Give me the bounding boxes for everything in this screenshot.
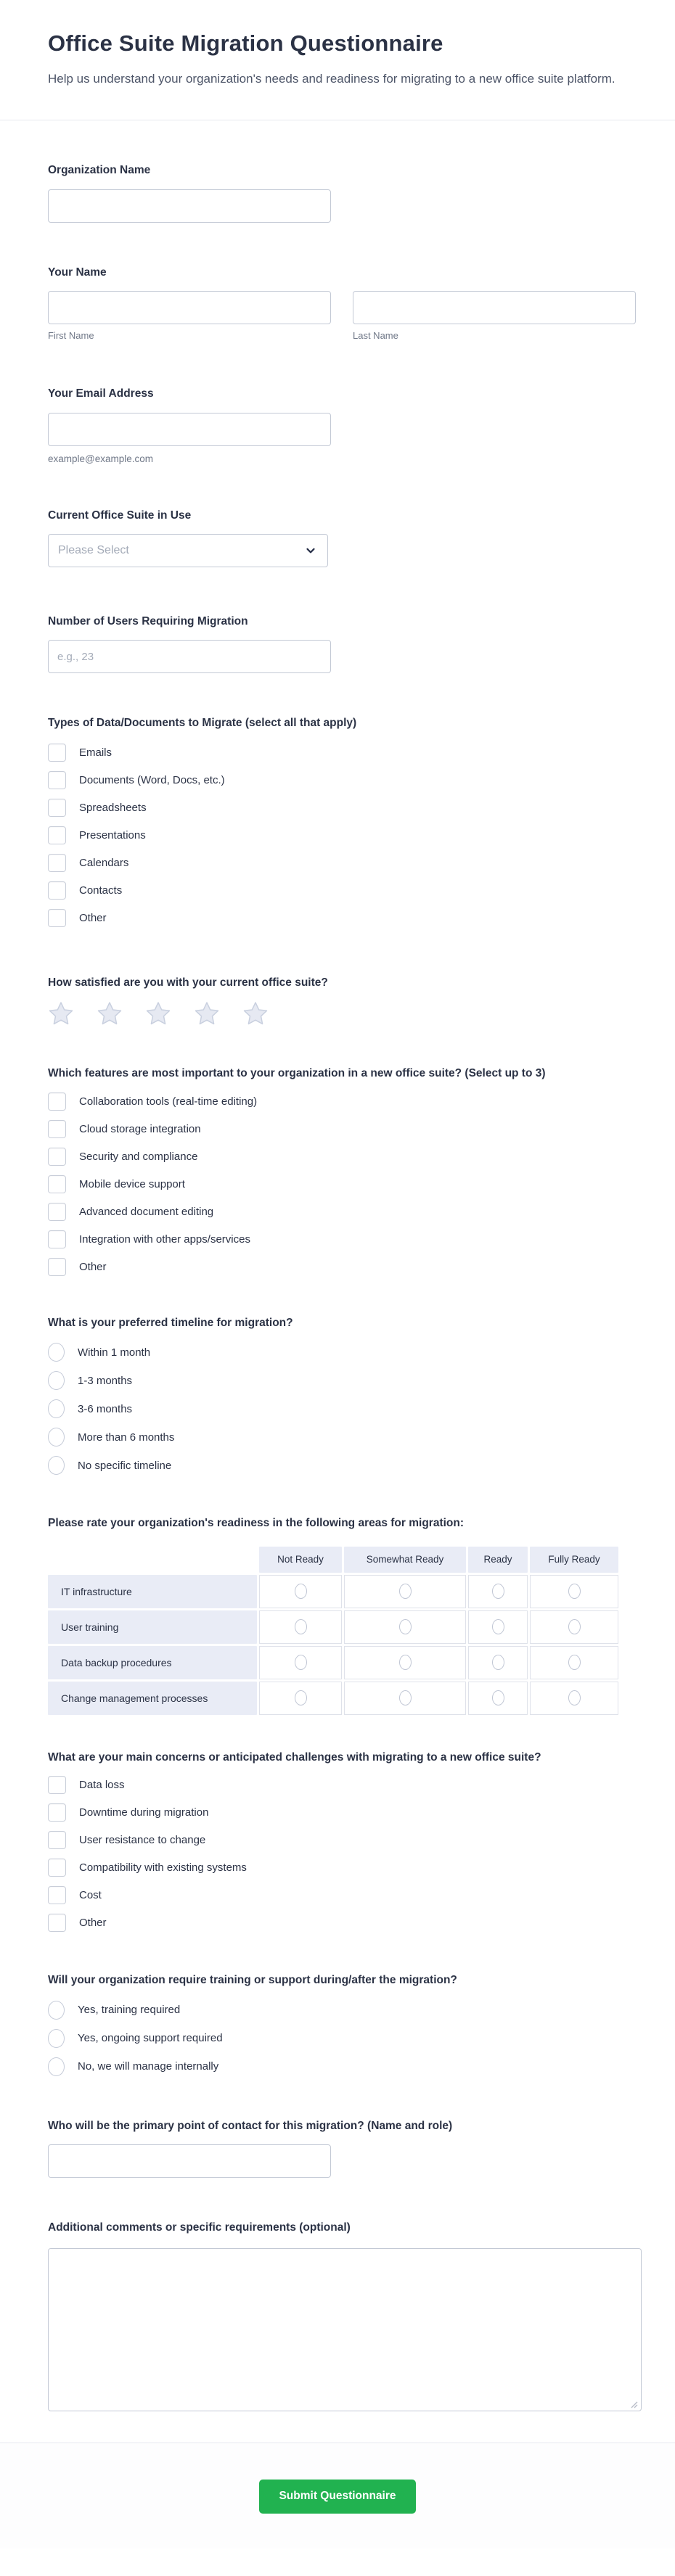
checkbox[interactable] bbox=[48, 1831, 66, 1849]
option-label: Presentations bbox=[79, 828, 146, 841]
radio-option[interactable] bbox=[48, 1428, 643, 1447]
matrix-row bbox=[48, 1646, 618, 1679]
checkbox-option[interactable] bbox=[48, 1120, 643, 1138]
matrix-cell[interactable] bbox=[468, 1575, 528, 1608]
question-label: Your Name bbox=[48, 266, 107, 279]
checkbox[interactable] bbox=[48, 881, 66, 900]
question-primary-contact bbox=[48, 2118, 643, 2178]
checkbox[interactable] bbox=[48, 799, 66, 817]
question-label: Please rate your organization's readiness in the following areas for migration: bbox=[48, 1517, 465, 1530]
option-label: Other bbox=[79, 1917, 107, 1930]
option-label: Advanced document editing bbox=[79, 1205, 214, 1218]
question-label: Organization Name bbox=[48, 164, 151, 177]
matrix-radio[interactable] bbox=[492, 1584, 504, 1599]
checkbox-option[interactable] bbox=[48, 744, 643, 762]
checkbox-option[interactable] bbox=[48, 1230, 643, 1248]
resize-grip-icon[interactable] bbox=[629, 2400, 638, 2408]
question-data-types bbox=[48, 715, 643, 926]
checkbox[interactable] bbox=[48, 1914, 66, 1932]
question-email bbox=[48, 386, 643, 464]
radio-button[interactable] bbox=[48, 1456, 65, 1475]
matrix-radio[interactable] bbox=[295, 1584, 307, 1599]
question-label: What are your main concerns or anticipated challenges with migrating to a new office suite? bbox=[48, 1750, 541, 1764]
option-label: Documents (Word, Docs, etc.) bbox=[79, 773, 225, 786]
readiness-matrix bbox=[46, 1544, 621, 1717]
question-label: Will your organization require training or support during/after the migration? bbox=[48, 1974, 457, 1987]
checkbox[interactable] bbox=[48, 909, 66, 927]
checkbox[interactable] bbox=[48, 1092, 66, 1111]
checkbox-option[interactable] bbox=[48, 1886, 643, 1904]
matrix-cell[interactable] bbox=[344, 1575, 466, 1608]
checkbox[interactable] bbox=[48, 1203, 66, 1221]
matrix-cell[interactable] bbox=[344, 1682, 466, 1715]
option-label: Collaboration tools (real-time editing) bbox=[79, 1095, 258, 1108]
matrix-radio[interactable] bbox=[399, 1690, 412, 1705]
matrix-cell[interactable] bbox=[530, 1610, 618, 1644]
option-label: Other bbox=[79, 911, 107, 924]
checkbox[interactable] bbox=[48, 1803, 66, 1822]
question-label: Additional comments or specific requirements (optional) bbox=[48, 2221, 351, 2234]
option-label: Cloud storage integration bbox=[79, 1122, 201, 1135]
checkbox-option[interactable] bbox=[48, 1859, 643, 1877]
checkbox-option[interactable] bbox=[48, 799, 643, 817]
option-label: Spreadsheets bbox=[79, 801, 147, 814]
email-helper-text: example@example.com bbox=[48, 453, 154, 464]
question-current-suite bbox=[48, 508, 643, 567]
checkbox[interactable] bbox=[48, 1776, 66, 1794]
matrix-radio[interactable] bbox=[492, 1619, 504, 1634]
option-label: 3-6 months bbox=[78, 1402, 133, 1415]
matrix-radio[interactable] bbox=[568, 1655, 581, 1670]
checkbox-option[interactable] bbox=[48, 1148, 643, 1166]
checkbox[interactable] bbox=[48, 1886, 66, 1904]
radio-option[interactable] bbox=[48, 1456, 643, 1475]
option-label: Integration with other apps/services bbox=[79, 1233, 250, 1246]
question-label: How satisfied are you with your current office suite? bbox=[48, 976, 328, 989]
matrix-cell[interactable] bbox=[468, 1682, 528, 1715]
question-label: What is your preferred timeline for migration? bbox=[48, 1316, 293, 1329]
checkbox[interactable] bbox=[48, 1120, 66, 1138]
checkbox[interactable] bbox=[48, 1258, 66, 1276]
primary-contact-input[interactable] bbox=[48, 2144, 331, 2178]
radio-option[interactable] bbox=[48, 2029, 643, 2048]
matrix-radio[interactable] bbox=[295, 1619, 307, 1634]
checkbox-option[interactable] bbox=[48, 1776, 643, 1794]
question-satisfaction bbox=[48, 975, 643, 1026]
option-label: Compatibility with existing systems bbox=[79, 1861, 247, 1875]
form-header bbox=[0, 0, 675, 120]
comments-textarea[interactable] bbox=[48, 2248, 642, 2411]
matrix-corner-cell bbox=[48, 1547, 257, 1573]
matrix-cell[interactable] bbox=[468, 1610, 528, 1644]
matrix-radio[interactable] bbox=[399, 1619, 412, 1634]
matrix-radio[interactable] bbox=[568, 1619, 581, 1634]
checkbox-option[interactable] bbox=[48, 909, 643, 927]
form-description: Help us understand your organization's needs and readiness for migrating to a new office suite platform. bbox=[48, 72, 615, 86]
star-icon[interactable] bbox=[242, 1001, 269, 1026]
radio-button[interactable] bbox=[48, 1399, 65, 1418]
submit-button[interactable]: Submit Questionnaire bbox=[259, 2480, 415, 2514]
option-label: Calendars bbox=[79, 856, 129, 869]
radio-option[interactable] bbox=[48, 1371, 643, 1390]
matrix-cell[interactable] bbox=[344, 1646, 466, 1679]
matrix-cell[interactable] bbox=[530, 1575, 618, 1608]
matrix-cell[interactable] bbox=[259, 1610, 342, 1644]
matrix-row-label: IT infrastructure bbox=[48, 1575, 257, 1608]
radio-option[interactable] bbox=[48, 2057, 643, 2076]
question-concerns bbox=[48, 1750, 643, 1932]
matrix-radio[interactable] bbox=[568, 1584, 581, 1599]
matrix-row bbox=[48, 1610, 618, 1644]
star-icon[interactable] bbox=[194, 1001, 220, 1026]
radio-button[interactable] bbox=[48, 2029, 65, 2048]
checkbox-option[interactable] bbox=[48, 1175, 643, 1193]
question-label: Your Email Address bbox=[48, 387, 154, 400]
chevron-down-icon bbox=[304, 544, 317, 557]
matrix-cell[interactable] bbox=[259, 1682, 342, 1715]
radio-option[interactable] bbox=[48, 1399, 643, 1418]
matrix-cell[interactable] bbox=[530, 1682, 618, 1715]
star-icon[interactable] bbox=[97, 1001, 123, 1026]
option-label: Yes, ongoing support required bbox=[78, 2032, 223, 2045]
radio-button[interactable] bbox=[48, 1343, 65, 1362]
option-label: More than 6 months bbox=[78, 1431, 175, 1444]
current-suite-select[interactable] bbox=[48, 534, 328, 567]
matrix-cell[interactable] bbox=[468, 1646, 528, 1679]
first-name-sublabel: First Name bbox=[48, 330, 94, 342]
form-footer bbox=[0, 2443, 675, 2548]
matrix-radio[interactable] bbox=[399, 1655, 412, 1670]
matrix-row-label: User training bbox=[48, 1610, 257, 1644]
question-features bbox=[48, 1066, 643, 1275]
question-training-support bbox=[48, 1972, 643, 2075]
checkbox[interactable] bbox=[48, 854, 66, 872]
matrix-row-label: Data backup procedures bbox=[48, 1646, 257, 1679]
option-label: Downtime during migration bbox=[79, 1806, 209, 1819]
checkbox[interactable] bbox=[48, 1859, 66, 1877]
radio-button[interactable] bbox=[48, 2001, 65, 2020]
matrix-radio[interactable] bbox=[492, 1690, 504, 1705]
question-label: Number of Users Requiring Migration bbox=[48, 615, 248, 628]
checkbox[interactable] bbox=[48, 771, 66, 789]
checkbox-option[interactable] bbox=[48, 881, 643, 900]
option-label: Data loss bbox=[79, 1779, 125, 1792]
checkbox-option[interactable] bbox=[48, 1092, 643, 1111]
option-label: Security and compliance bbox=[79, 1150, 198, 1163]
matrix-cell[interactable] bbox=[259, 1646, 342, 1679]
num-users-input[interactable] bbox=[48, 640, 331, 673]
option-label: Within 1 month bbox=[78, 1346, 151, 1359]
option-label: No, we will manage internally bbox=[78, 2060, 219, 2073]
question-timeline bbox=[48, 1315, 643, 1475]
checkbox-option[interactable] bbox=[48, 854, 643, 872]
matrix-row bbox=[48, 1682, 618, 1715]
checkbox-option[interactable] bbox=[48, 826, 643, 844]
radio-button[interactable] bbox=[48, 2057, 65, 2076]
checkbox[interactable] bbox=[48, 744, 66, 762]
checkbox[interactable] bbox=[48, 1175, 66, 1193]
matrix-cell[interactable] bbox=[259, 1575, 342, 1608]
checkbox[interactable] bbox=[48, 1148, 66, 1166]
matrix-radio[interactable] bbox=[568, 1690, 581, 1705]
star-rating[interactable] bbox=[48, 1001, 643, 1026]
question-your-name bbox=[48, 265, 643, 341]
last-name-input[interactable] bbox=[353, 291, 636, 324]
checkbox-option[interactable] bbox=[48, 1258, 643, 1276]
radio-button[interactable] bbox=[48, 1371, 65, 1390]
matrix-radio[interactable] bbox=[399, 1584, 412, 1599]
question-comments bbox=[48, 2220, 643, 2414]
option-label: User resistance to change bbox=[79, 1834, 206, 1847]
matrix-column-header: Fully Ready bbox=[530, 1547, 618, 1573]
first-name-input[interactable] bbox=[48, 291, 331, 324]
matrix-column-header: Somewhat Ready bbox=[344, 1547, 466, 1573]
question-label: Which features are most important to your organization in a new office suite? (Select up to 3) bbox=[48, 1067, 546, 1080]
matrix-radio[interactable] bbox=[295, 1690, 307, 1705]
checkbox-option[interactable] bbox=[48, 1914, 643, 1932]
radio-option[interactable] bbox=[48, 2001, 643, 2020]
checkbox[interactable] bbox=[48, 826, 66, 844]
matrix-column-header: Ready bbox=[468, 1547, 528, 1573]
question-organization-name bbox=[48, 162, 643, 222]
option-label: Mobile device support bbox=[79, 1177, 185, 1190]
matrix-radio[interactable] bbox=[492, 1655, 504, 1670]
matrix-row-label: Change management processes bbox=[48, 1682, 257, 1715]
question-label: Types of Data/Documents to Migrate (select all that apply) bbox=[48, 717, 357, 730]
checkbox-option[interactable] bbox=[48, 1203, 643, 1221]
option-label: Other bbox=[79, 1260, 107, 1273]
matrix-cell[interactable] bbox=[344, 1610, 466, 1644]
option-label: Yes, training required bbox=[78, 2004, 181, 2017]
question-label: Current Office Suite in Use bbox=[48, 509, 192, 522]
question-readiness-matrix bbox=[48, 1515, 643, 1716]
option-label: Emails bbox=[79, 746, 112, 759]
last-name-sublabel: Last Name bbox=[353, 330, 398, 342]
radio-button[interactable] bbox=[48, 1428, 65, 1447]
option-label: Contacts bbox=[79, 884, 123, 897]
option-label: 1-3 months bbox=[78, 1374, 133, 1387]
question-label: Who will be the primary point of contact for this migration? (Name and role) bbox=[48, 2119, 453, 2132]
question-num-users bbox=[48, 614, 643, 673]
checkbox[interactable] bbox=[48, 1230, 66, 1248]
matrix-column-header: Not Ready bbox=[259, 1547, 342, 1573]
star-icon[interactable] bbox=[48, 1001, 74, 1026]
checkbox-option[interactable] bbox=[48, 771, 643, 789]
select-placeholder: Please Select bbox=[58, 544, 129, 557]
email-input[interactable] bbox=[48, 413, 331, 446]
organization-name-input[interactable] bbox=[48, 189, 331, 223]
star-icon[interactable] bbox=[145, 1001, 171, 1026]
radio-option[interactable] bbox=[48, 1343, 643, 1362]
matrix-row bbox=[48, 1575, 618, 1608]
option-label: No specific timeline bbox=[78, 1459, 172, 1472]
page-title: Office Suite Migration Questionnaire bbox=[48, 30, 443, 56]
matrix-radio[interactable] bbox=[295, 1655, 307, 1670]
option-label: Cost bbox=[79, 1889, 102, 1902]
matrix-cell[interactable] bbox=[530, 1646, 618, 1679]
checkbox-option[interactable] bbox=[48, 1803, 643, 1822]
checkbox-option[interactable] bbox=[48, 1831, 643, 1849]
